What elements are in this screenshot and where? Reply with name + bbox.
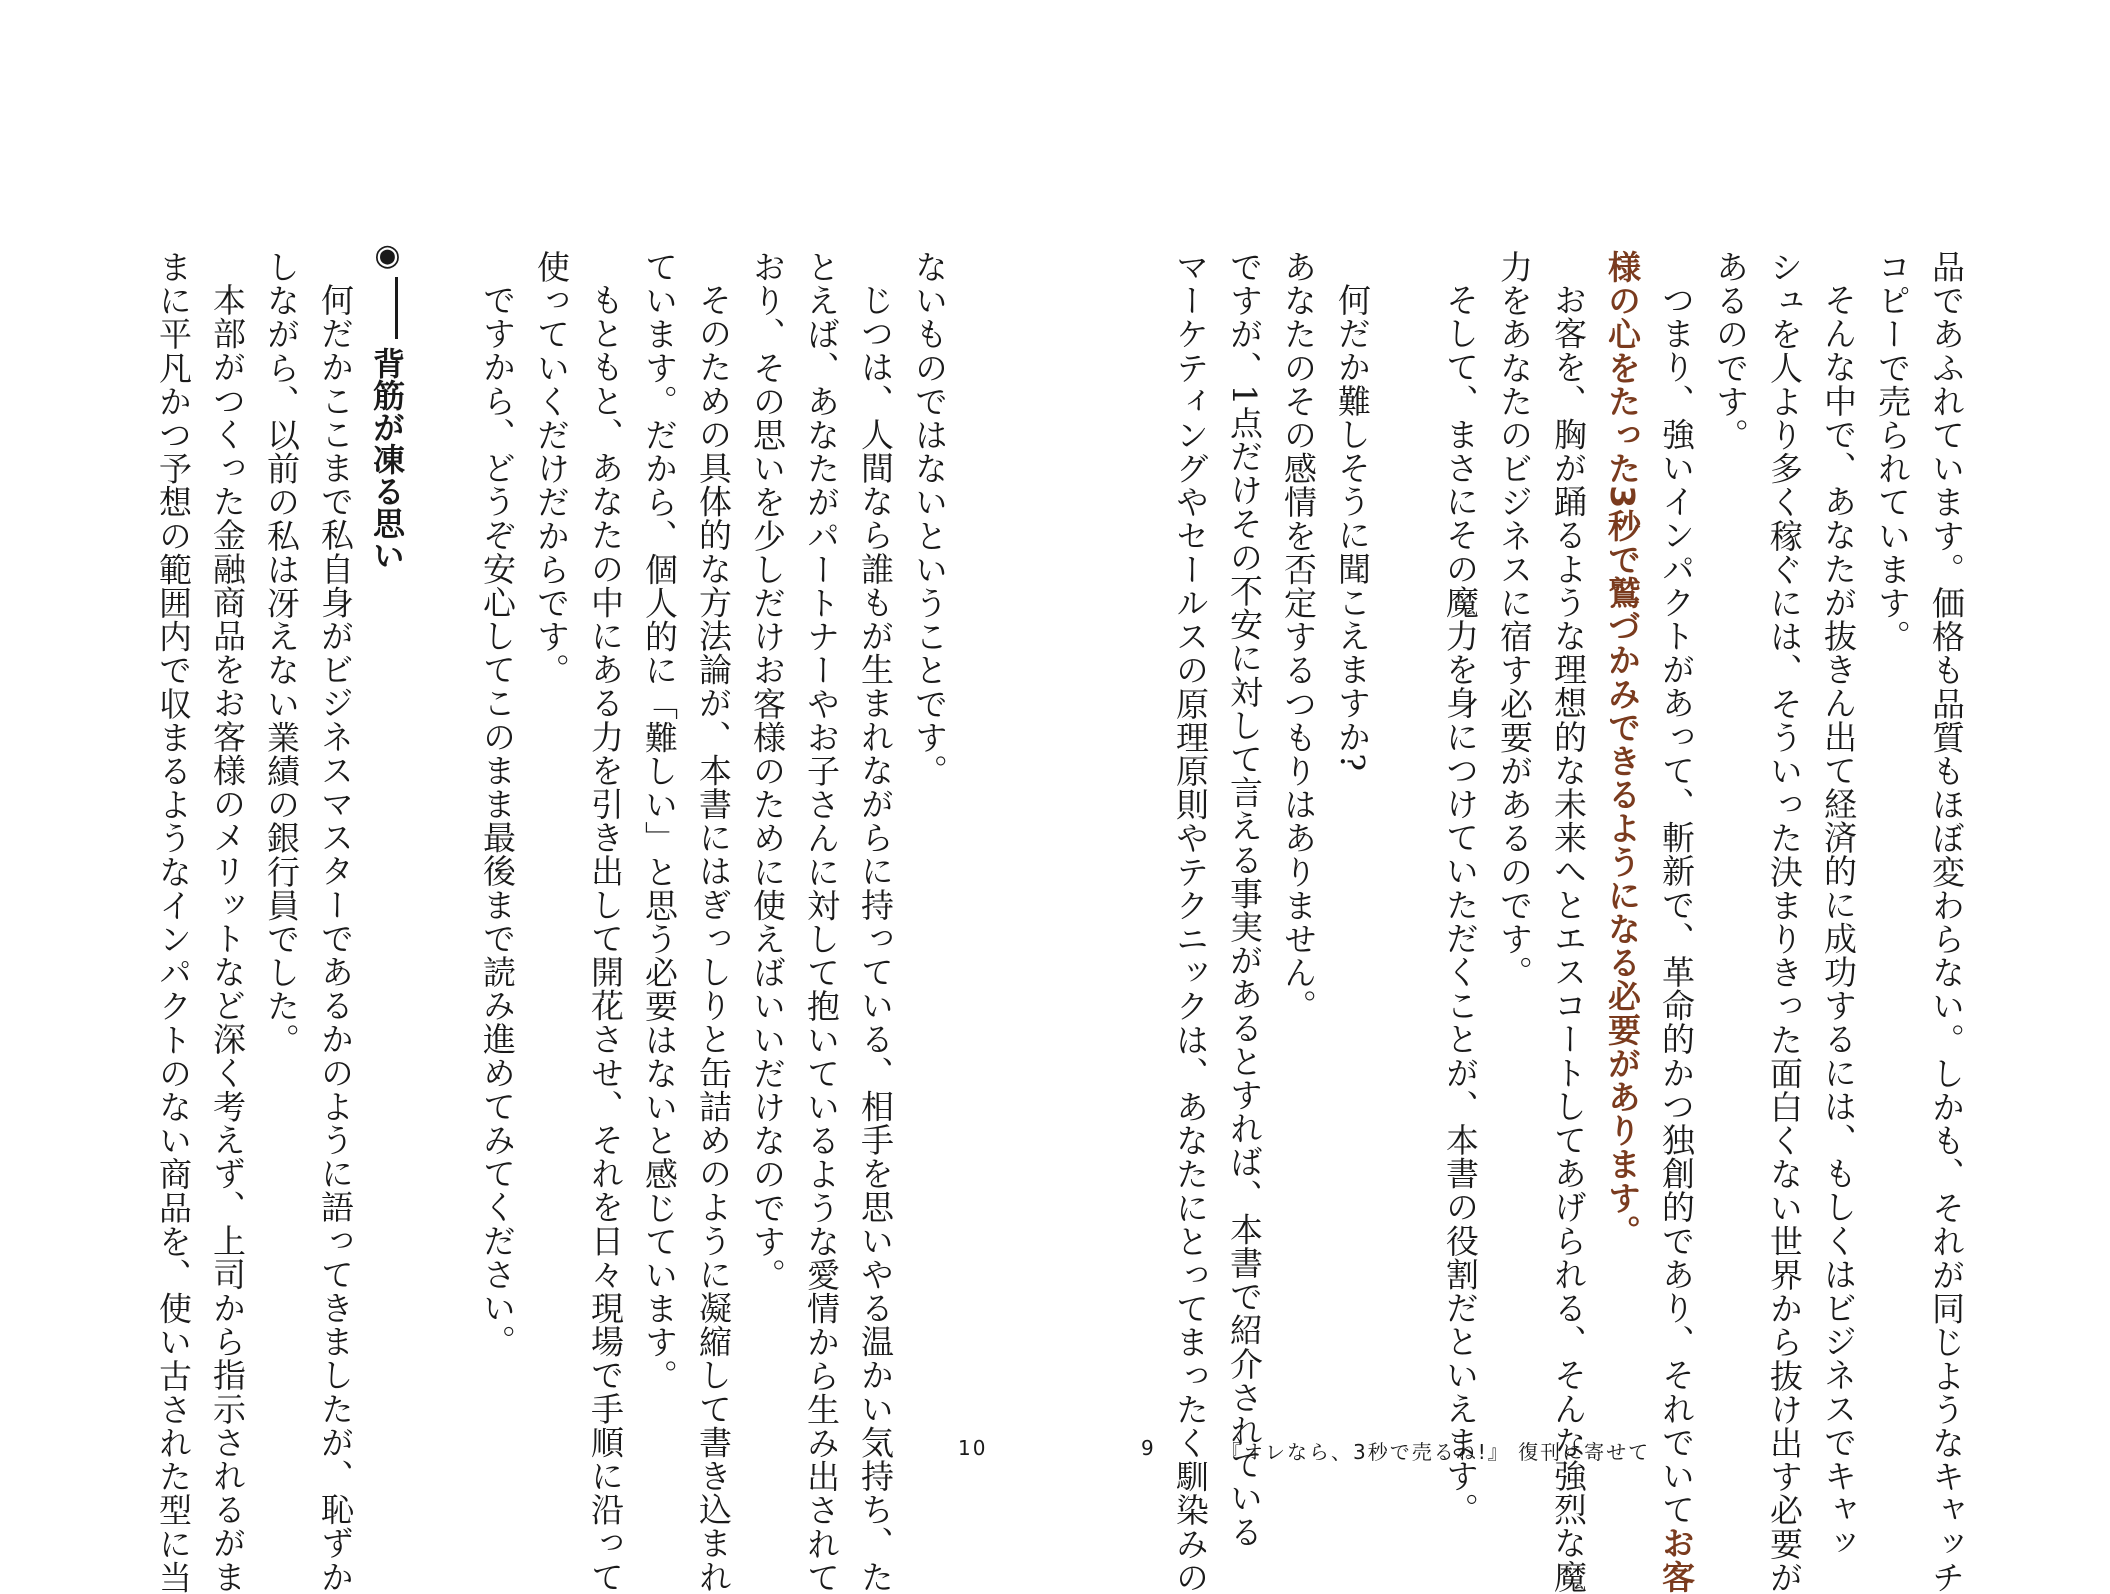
highlight-line: 様の心をたった3秒で鷲づかみできるようになる必要があります。 [1603, 250, 1642, 1248]
bullet-icon: ◉ [370, 238, 405, 273]
body-line: 何だか難しそうに聞こえますか? [1333, 283, 1372, 772]
body-line: お客を、胸が踊るような理想的な未来へとエスコートしてあげられる、そんな強烈な魔 [1549, 283, 1588, 1594]
body-line: あなたのその感情を否定するつもりはありません。 [1279, 250, 1318, 1023]
body-line: ですが、1点だけその不安に対して言える事実があるとすれば、本書で紹介されている [1225, 250, 1264, 1549]
body-line: ています。だから、個人的に「難しい」と思う必要はないと感じています。 [640, 250, 679, 1393]
body-line: 品であふれています。価格も品質もほぼ変わらない。しかも、それが同じようなキャッチ [1927, 250, 1966, 1594]
running-header: 『オレなら、3秒で売るね!』 復刊に寄せて [1221, 1440, 1651, 1464]
body-line: あるのです。 [1711, 250, 1750, 452]
heading-rule [395, 277, 398, 339]
body-line: コピーで売られています。 [1873, 250, 1912, 654]
right-page-number: 9 [1141, 1436, 1156, 1460]
body-line: おり、その思いを少しだけお客様のために使えばいいだけなのです。 [748, 250, 787, 1292]
body-line [1649, 250, 1703, 1594]
section-title: 背筋が凍る思い [368, 347, 406, 571]
body-line: そんな中で、あなたが抜きん出て経済的に成功するには、もしくはビジネスでキャッ [1819, 283, 1858, 1560]
body-line: 使っていくだけだからです。 [532, 250, 571, 687]
body-line: とえば、あなたがパートナーやお子さんに対して抱いているような愛情から生み出されて [802, 250, 841, 1594]
body-line: そのための具体的な方法論が、本書にはぎっしりと缶詰めのように凝縮して書き込まれ [694, 283, 733, 1594]
body-text: つまり、強いインパクトがあって、斬新で、革命的かつ独創的であり、それでいて [1657, 283, 1696, 1527]
body-line: ないものではないということです。 [910, 250, 949, 788]
body-line: まに平凡かつ予想の範囲内で収まるようなインパクトのない商品を、使い古された型に当 [154, 250, 193, 1594]
body-line: ですから、どうぞ安心してこのまま最後まで読み進めてみてください。 [478, 283, 517, 1359]
body-line: じつは、人間なら誰もが生まれながらに持っている、相手を思いやる温かい気持ち、た [856, 283, 895, 1594]
body-line: 力をあなたのビジネスに宿す必要があるのです。 [1495, 250, 1534, 990]
body-line: マーケティングやセールスの原理原則やテクニックは、あなたにとってまったく馴染みの [1171, 250, 1210, 1594]
body-line: シュを人より多く稼ぐには、そういった決まりきった面白くない世界から抜け出す必要が [1765, 250, 1804, 1594]
left-page-number: 10 [958, 1436, 988, 1460]
body-line: もともと、あなたの中にある力を引き出して開花させ、それを日々現場で手順に沿って [586, 283, 625, 1594]
body-line: 何だかここまで私自身がビジネスマスターであるかのように語ってきましたが、恥ずか [316, 283, 355, 1594]
body-line: 本部がつくった金融商品をお客様のメリットなど深く考えず、上司から指示されるがま [208, 283, 247, 1594]
section-heading [360, 238, 423, 571]
body-line: そして、まさにその魔力を身につけていただくことが、本書の役割だといえます。 [1441, 283, 1480, 1527]
highlight-text: お客 [1657, 1526, 1696, 1594]
body-line: しながら、以前の私は冴えない業績の銀行員でした。 [262, 250, 301, 1057]
